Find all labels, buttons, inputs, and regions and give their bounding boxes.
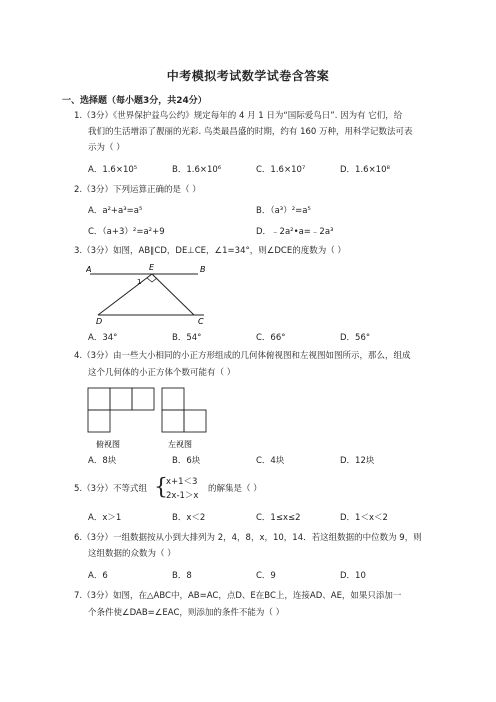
label-d: D	[96, 317, 103, 326]
label-b: B	[200, 265, 206, 274]
right-angle-mark	[147, 278, 157, 282]
q2-option-a: A．a²+a³=a⁵	[88, 206, 143, 216]
q2-option-b: B．（a³）²=a⁵	[256, 206, 311, 216]
q6-line-1: 6.（3分）一组数据按从小到大排列为 2，4，8，x，10，14．若这组数据的中位数为 9，则	[74, 533, 422, 543]
q1-option-d: D．1.6×10⁸	[340, 165, 390, 175]
left-view	[162, 388, 206, 432]
q3-option-b: B．54°	[172, 333, 202, 343]
q5-inequality-2: 2x-1＞x	[166, 491, 199, 501]
q1-option-b: B．1.6×10⁶	[172, 165, 222, 175]
top-view	[88, 388, 154, 432]
q5-option-b: B．x＜2	[172, 513, 206, 523]
q4-option-c: C．4块	[256, 456, 285, 466]
q5-inequality-1: x+1＜3	[166, 477, 198, 487]
q3-line-1: 3.（3分）如图，AB∥CD，DE⊥CE，∠1=34°，则∠DCE的度数为（ ）	[74, 246, 346, 256]
q2-option-c: C．（a+3）²=a²+9	[88, 227, 165, 237]
q3-option-d: D．56°	[340, 333, 371, 343]
q1-option-a: A．1.6×10⁵	[88, 165, 138, 175]
q4-option-a: A．8块	[88, 456, 117, 466]
q5-option-a: A．x＞1	[88, 513, 122, 523]
segment-ec	[152, 274, 194, 315]
q1-option-c: C．1.6×10⁷	[256, 165, 306, 175]
section-heading: 一、选择题（每小题3分，共24分）	[62, 96, 207, 106]
label-a: A	[86, 265, 92, 274]
q4-option-d: D．12块	[340, 456, 375, 466]
q4-line-1: 4.（3分）由一些大小相同的小正方形组成的几何体俯视图和左视图如图所示，那么，组成	[74, 351, 411, 361]
q6-option-a: A．6	[88, 571, 108, 581]
q1-line-1: 1.（3分）《世界保护益鸟公约》规定每年的 4 月 1 日为“国际爱鸟日”. 因为有 它们，给	[74, 111, 403, 121]
q3-option-a: A．34°	[88, 333, 118, 343]
q2-line-1: 2.（3分）下列运算正确的是（ ）	[74, 185, 201, 195]
q4-line-2: 这个几何体的小正方体个数可能有（ ）	[88, 368, 236, 378]
left-view-label: 左视图	[168, 440, 192, 449]
inequality-brace: {	[154, 475, 168, 500]
q2-option-d: D．﹣2a²•a=﹣2a³	[256, 227, 334, 237]
page-title: 中考模拟考试数学试卷含答案	[166, 69, 330, 83]
q6-line-2: 这组数据的众数为（ ）	[88, 549, 176, 559]
q6-option-d: D．10	[340, 571, 366, 581]
label-c: C	[198, 317, 204, 326]
q4-figure	[86, 384, 216, 452]
q3-option-c: C．66°	[256, 333, 286, 343]
q3-figure	[86, 260, 216, 326]
segment-ed	[98, 274, 152, 315]
q5-suffix: 的解集是（ ）	[208, 484, 262, 494]
q1-line-3: 示为（ ）	[88, 143, 125, 153]
q4-option-b: B．6块	[172, 456, 201, 466]
q7-line-2: 个条件使∠DAB=∠EAC，则添加的条件不能为（ ）	[88, 608, 285, 618]
q6-option-b: B．8	[172, 571, 192, 581]
q1-line-2: 我们的生活增添了靓丽的光彩. 鸟类最昌盛的时期，约有 160 万种，用科学记数法可表	[88, 127, 413, 137]
q5-option-c: C．1≤x≤2	[256, 513, 301, 523]
q6-option-c: C．9	[256, 571, 276, 581]
top-view-label: 俯视图	[96, 440, 120, 449]
q5-option-d: D．1＜x＜2	[340, 513, 388, 523]
label-e: E	[149, 263, 155, 272]
label-angle-1: 1	[137, 278, 142, 286]
q5-prefix: 5.（3分）不等式组	[74, 484, 148, 494]
q7-line-1: 7.（3分）如图，在△ABC中，AB=AC，点D、E在BC上，连接AD、AE，如果只添加一	[74, 591, 402, 601]
